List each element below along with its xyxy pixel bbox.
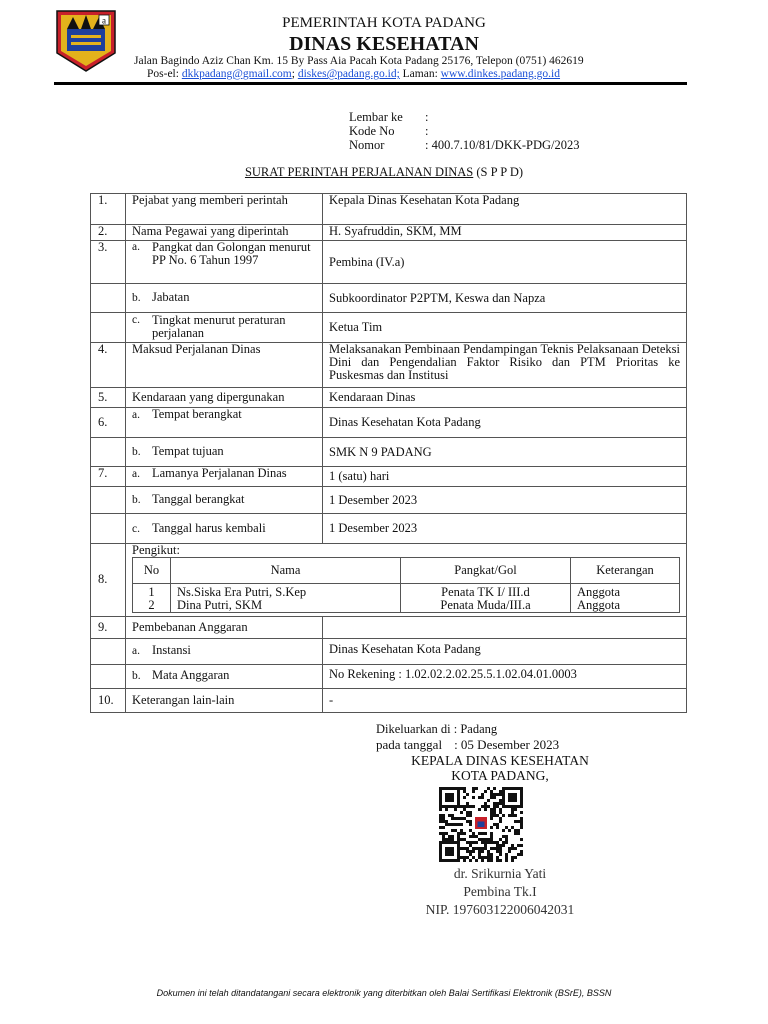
row-label: a. Tempat berangkat [126, 408, 323, 438]
row-value: Melaksanakan Pembinaan Pendampingan Teknis Pelaksanaan Deteksi Dini dan Pengendalian Faktor Risiko dan PTM Prioritas ke Puskesmas dan Institusi [323, 343, 687, 388]
table-row [91, 688, 687, 712]
row-label: a. Instansi [126, 638, 323, 664]
follower-rank: Penata TK I/ III.d [401, 586, 571, 599]
signer-office-2: KOTA PADANG, [451, 768, 549, 783]
row-number: 10. [91, 688, 126, 712]
col-header-keterangan: Keterangan [571, 558, 680, 584]
electronic-signature-footer: Dokumen ini telah ditandatangani secara elektronik yang diterbitkan oleh Balai Sertifikasi Elektronik (BSrE), BSSN [156, 988, 612, 998]
row-value: Subkoordinator P2PTM, Keswa dan Napza [323, 284, 687, 313]
table-row [91, 638, 687, 664]
row-label: Kendaraan yang dipergunakan [126, 388, 323, 408]
followers-table [132, 557, 680, 613]
row-value: Dinas Kesehatan Kota Padang [323, 638, 687, 664]
row-number [91, 638, 126, 664]
signer-rank: Pembina Tk.I [463, 884, 537, 899]
row-number: 6. [91, 408, 126, 438]
row-label: b. Mata Anggaran [126, 664, 323, 688]
table-row [91, 388, 687, 408]
table-row [91, 313, 687, 343]
issued-date: pada tanggal : 05 Desember 2023 [376, 737, 560, 752]
laman-label: Laman: [399, 68, 441, 80]
row-number: 9. [91, 616, 126, 638]
row-label: Nama Pegawai yang diperintah [126, 225, 323, 241]
row-number: 3. [91, 241, 126, 284]
sppd-table [90, 193, 687, 713]
follower-note: Anggota [571, 599, 680, 613]
row-label: c. Tingkat menurut peraturan perjalanan [126, 313, 323, 343]
row-number: 4. [91, 343, 126, 388]
meta-lembar: Lembar ke : [349, 110, 429, 124]
table-row [91, 467, 687, 487]
row-label: b. Jabatan [126, 284, 323, 313]
agency-address: Jalan Bagindo Aziz Chan Km. 15 By Pass Aia Pacah Kota Padang 25176, Telepon (0751) 462619 [134, 55, 584, 67]
row-value: Pembina (IV.a) [323, 241, 687, 284]
row-value: No Rekening : 1.02.02.2.02.25.5.1.02.04.01.0003 [323, 664, 687, 688]
issued-place: Dikeluarkan di : Padang [376, 722, 498, 736]
col-header-pangkat: Pangkat/Gol [401, 558, 571, 584]
contact-line [147, 68, 560, 80]
row-number [91, 514, 126, 544]
gov-name: PEMERINTAH KOTA PADANG [282, 15, 486, 31]
signer-office-1: KEPALA DINAS KESEHATAN [411, 753, 589, 768]
follower-no: 1 [133, 586, 171, 599]
pos-label: Pos-el: [147, 68, 182, 80]
email-link-1[interactable]: dkkpadang@gmail.com [181, 68, 292, 80]
table-row [91, 514, 687, 544]
row-number: 2. [91, 225, 126, 241]
letterhead-rule [54, 82, 687, 85]
row-number: 7. [91, 467, 126, 487]
row-number: 8. [91, 544, 126, 617]
meta-kode: Kode No : [349, 124, 429, 138]
qr-code-signature [439, 787, 523, 862]
row-label: b. Tempat tujuan [126, 438, 323, 467]
row-number [91, 284, 126, 313]
agency-name: DINAS KESEHATAN [289, 33, 479, 55]
table-row [91, 343, 687, 388]
col-header-nama: Nama [171, 558, 401, 584]
row-label: c. Tanggal harus kembali [126, 514, 323, 544]
table-row [91, 194, 687, 225]
row-value: Dinas Kesehatan Kota Padang [323, 408, 687, 438]
follower-note: Anggota [571, 586, 680, 599]
table-row [91, 664, 687, 688]
row-value: SMK N 9 PADANG [323, 438, 687, 467]
row-value: Ketua Tim [323, 313, 687, 343]
table-row [91, 616, 687, 638]
row-number: 1. [91, 194, 126, 225]
row-label: Pembebanan Anggaran [126, 616, 323, 638]
signer-name: dr. Srikurnia Yati [453, 866, 547, 881]
row-value: 1 (satu) hari [323, 467, 687, 487]
row-label: b. Tanggal berangkat [126, 487, 323, 514]
row-number: 5. [91, 388, 126, 408]
table-row [91, 487, 687, 514]
signer-nip: NIP. 197603122006042031 [425, 902, 575, 917]
meta-nomor: Nomor : 400.7.10/81/DKK-PDG/2023 [349, 138, 580, 152]
row-label: Keterangan lain-lain [126, 688, 323, 712]
document-title: SURAT PERINTAH PERJALANAN DINAS (S P P D) [244, 165, 524, 179]
table-row [91, 544, 687, 617]
table-row [91, 438, 687, 467]
follower-no: 2 [133, 599, 171, 613]
row-value [323, 616, 687, 638]
table-row [91, 408, 687, 438]
row-value: 1 Desember 2023 [323, 487, 687, 514]
follower-row [133, 586, 680, 599]
row-label: a. Pangkat dan Golongan menurut PP No. 6 Tahun 1997 [126, 241, 323, 284]
followers-cell [126, 544, 687, 617]
table-row [91, 241, 687, 284]
email-link-2[interactable]: diskes@padang.go.id; [297, 68, 400, 80]
row-value: 1 Desember 2023 [323, 514, 687, 544]
col-header-no: No [133, 558, 171, 584]
row-number [91, 313, 126, 343]
row-value: Kendaraan Dinas [323, 388, 687, 408]
row-number [91, 664, 126, 688]
follower-name: Ns.Siska Era Putri, S.Kep [171, 586, 401, 599]
row-value: H. Syafruddin, SKM, MM [323, 225, 687, 241]
separator: ; [291, 68, 298, 80]
website-link[interactable]: www.dinkes.padang.go.id [440, 68, 561, 80]
followers-label: Pengikut: [132, 543, 180, 557]
follower-row [133, 599, 680, 613]
row-label: Maksud Perjalanan Dinas [126, 343, 323, 388]
logo-letter: a [102, 15, 106, 26]
follower-rank: Penata Muda/III.a [401, 599, 571, 613]
row-value: Kepala Dinas Kesehatan Kota Padang [323, 194, 687, 225]
row-number [91, 487, 126, 514]
table-row [91, 284, 687, 313]
follower-name: Dina Putri, SKM [171, 599, 401, 613]
row-number [91, 438, 126, 467]
table-row [91, 225, 687, 241]
row-value: - [323, 688, 687, 712]
row-label: Pejabat yang memberi perintah [126, 194, 323, 225]
row-label: a. Lamanya Perjalanan Dinas [126, 467, 323, 487]
